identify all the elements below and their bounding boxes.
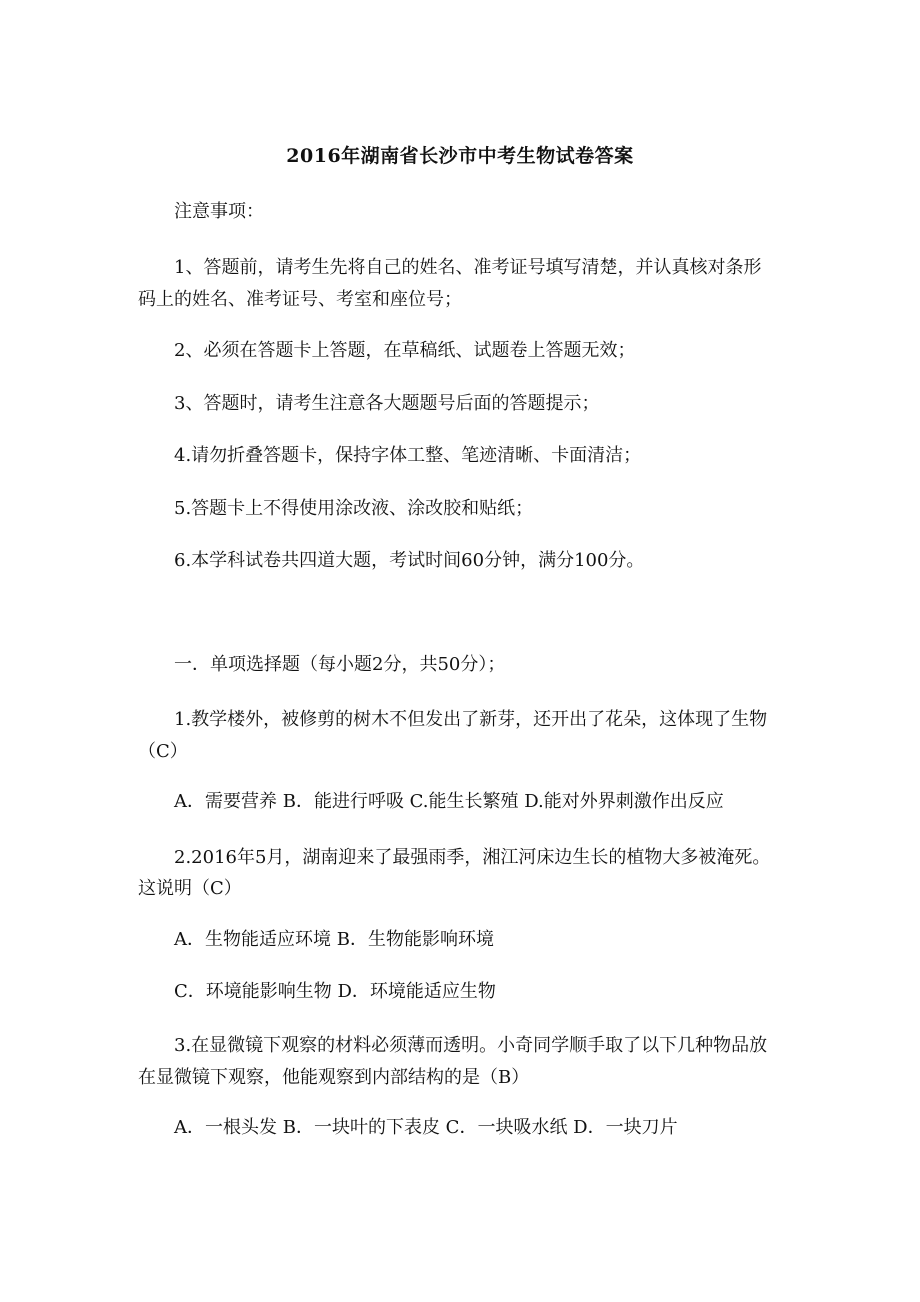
question-1-stem-line-2: （C）	[138, 741, 188, 762]
question-3-stem-line-1: 3.在显微镜下观察的材料必须薄而透明。小奇同学顺手取了以下几种物品放	[174, 1035, 768, 1056]
notice-1-line-1: 1、答题前，请考生先将自己的姓名、准考证号填写清楚，并认真核对条形	[174, 257, 762, 278]
notice-2: 2、必须在答题卡上答题，在草稿纸、试题卷上答题无效；	[174, 340, 636, 361]
question-2-stem-line-2: 这说明（C）	[138, 878, 242, 899]
section-1-heading: 一．单项选择题（每小题2分，共50分）；	[174, 654, 506, 675]
question-1-stem-line-1: 1.教学楼外，被修剪的树木不但发出了新芽，还开出了花朵，这体现了生物	[174, 709, 768, 730]
question-2-options-line-1: A．生物能适应环境 B．生物能影响环境	[174, 929, 494, 950]
notice-3: 3、答题时，请考生注意各大题题号后面的答题提示；	[174, 393, 600, 414]
notice-4: 4.请勿折叠答题卡，保持字体工整、笔迹清晰、卡面清洁；	[174, 445, 642, 466]
question-2-stem-line-1: 2.2016年5月，湖南迎来了最强雨季，湘江河床边生长的植物大多被淹死。	[174, 847, 771, 868]
question-1-options: A．需要营养 B．能进行呼吸 C.能生长繁殖 D.能对外界刺激作出反应	[174, 791, 724, 812]
question-3-stem-line-2: 在显微镜下观察，他能观察到内部结构的是（B）	[138, 1067, 530, 1088]
document-title: 2016年湖南省长沙市中考生物试卷答案	[286, 145, 634, 167]
notice-6: 6.本学科试卷共四道大题，考试时间60分钟，满分100分。	[174, 550, 645, 571]
question-3-options: A．一根头发 B．一块叶的下表皮 C．一块吸水纸 D．一块刀片	[174, 1117, 678, 1138]
notice-heading: 注意事项：	[174, 201, 264, 222]
question-2-options-line-2: C．环境能影响生物 D．环境能适应生物	[174, 981, 496, 1002]
notice-5: 5.答题卡上不得使用涂改液、涂改胶和贴纸；	[174, 498, 534, 519]
notice-1-line-2: 码上的姓名、准考证号、考室和座位号；	[138, 289, 462, 310]
